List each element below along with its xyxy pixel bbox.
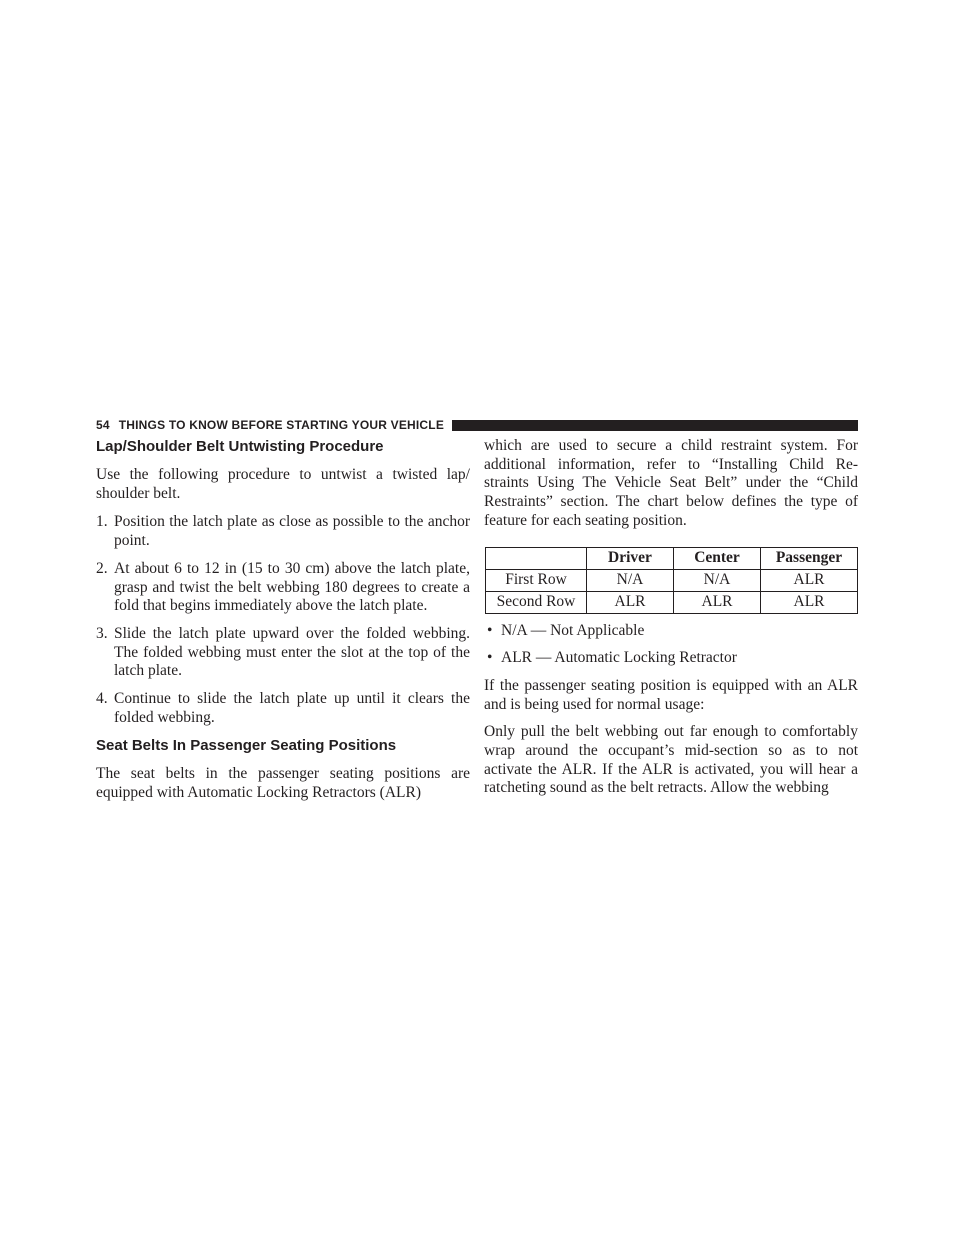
table-cell: ALR [587, 591, 674, 613]
step-item [96, 690, 470, 727]
step-number: 2. [96, 559, 108, 577]
table-cell: Second Row [486, 591, 587, 613]
step-item [96, 513, 470, 550]
table-cell: ALR [674, 591, 761, 613]
table-cell: ALR [761, 591, 858, 613]
step-item [96, 560, 470, 616]
alr-usage-paragraph: If the passenger seating position is equipped with an ALR and is being used for normal usage: [484, 676, 858, 713]
step-text: Slide the latch plate upward over the folded webbing. The folded webbing must enter the slot at the top of the latch plate. [114, 624, 470, 680]
table-cell: First Row [486, 569, 587, 591]
list-item [484, 622, 858, 641]
step-text: Continue to slide the latch plate up until it clears the folded webbing. [114, 690, 470, 726]
table-header-cell: Center [674, 547, 761, 569]
table-header-cell: Passenger [761, 547, 858, 569]
table-cell: N/A [674, 569, 761, 591]
table-header-row [486, 547, 858, 569]
webbing-paragraph: Only pull the belt webbing out far enough to comfortably wrap around the occupant’s mid-section so as to not activate the ALR. If the ALR is activated, you will hear a ratcheting sound as the belt retracts. Allow the webbing [484, 723, 858, 797]
seating-position-table [485, 547, 858, 614]
procedure-steps [96, 513, 470, 727]
step-number: 1. [96, 513, 108, 531]
list-item [484, 649, 858, 668]
step-number: 3. [96, 624, 108, 642]
intro-paragraph: Use the following procedure to untwist a twisted lap/ shoulder belt. [96, 466, 470, 502]
heading-passenger-seat-belts: Seat Belts In Passenger Seating Positions [96, 737, 397, 755]
bullet-text: N/A — Not Applicable [501, 621, 645, 639]
section-title: THINGS TO KNOW BEFORE STARTING YOUR VEHICLE [118, 418, 445, 432]
header-rule [452, 420, 858, 431]
table-header-cell: Driver [587, 547, 674, 569]
step-number: 4. [96, 690, 108, 708]
step-text: At about 6 to 12 in (15 to 30 cm) above the latch plate, grasp and twist the belt webbing 180 degrees to create a fold that begins immediately above the latch plate. [114, 559, 470, 615]
page-header [96, 416, 858, 434]
bullet-dot-icon: • [487, 621, 493, 639]
page-number: 54 [96, 418, 110, 432]
right-column [484, 437, 858, 807]
table-cell: ALR [761, 569, 858, 591]
table-header-cell [486, 547, 587, 569]
heading-untwisting-procedure: Lap/Shoulder Belt Untwisting Procedure [96, 438, 384, 455]
table-row [486, 569, 858, 591]
bullet-text: ALR — Automatic Locking Retractor [501, 649, 737, 667]
left-column [96, 437, 470, 812]
table-cell: N/A [587, 569, 674, 591]
step-item [96, 625, 470, 681]
table-row [486, 591, 858, 613]
passenger-belts-paragraph: The seat belts in the passenger seating positions are equipped with Automatic Locking Retractors (ALR) [96, 765, 470, 802]
step-text: Position the latch plate as close as possible to the anchor point. [114, 513, 470, 550]
continuation-paragraph: which are used to secure a child restraint system. For additional information, refer to “Installing Child Re- straints Using The Vehicle Seat Belt” under the “Child Restraints” section. The chart below defines the type of feature for each seating position. [484, 437, 858, 529]
bullet-dot-icon: • [487, 649, 493, 667]
legend-bullets [484, 622, 858, 668]
